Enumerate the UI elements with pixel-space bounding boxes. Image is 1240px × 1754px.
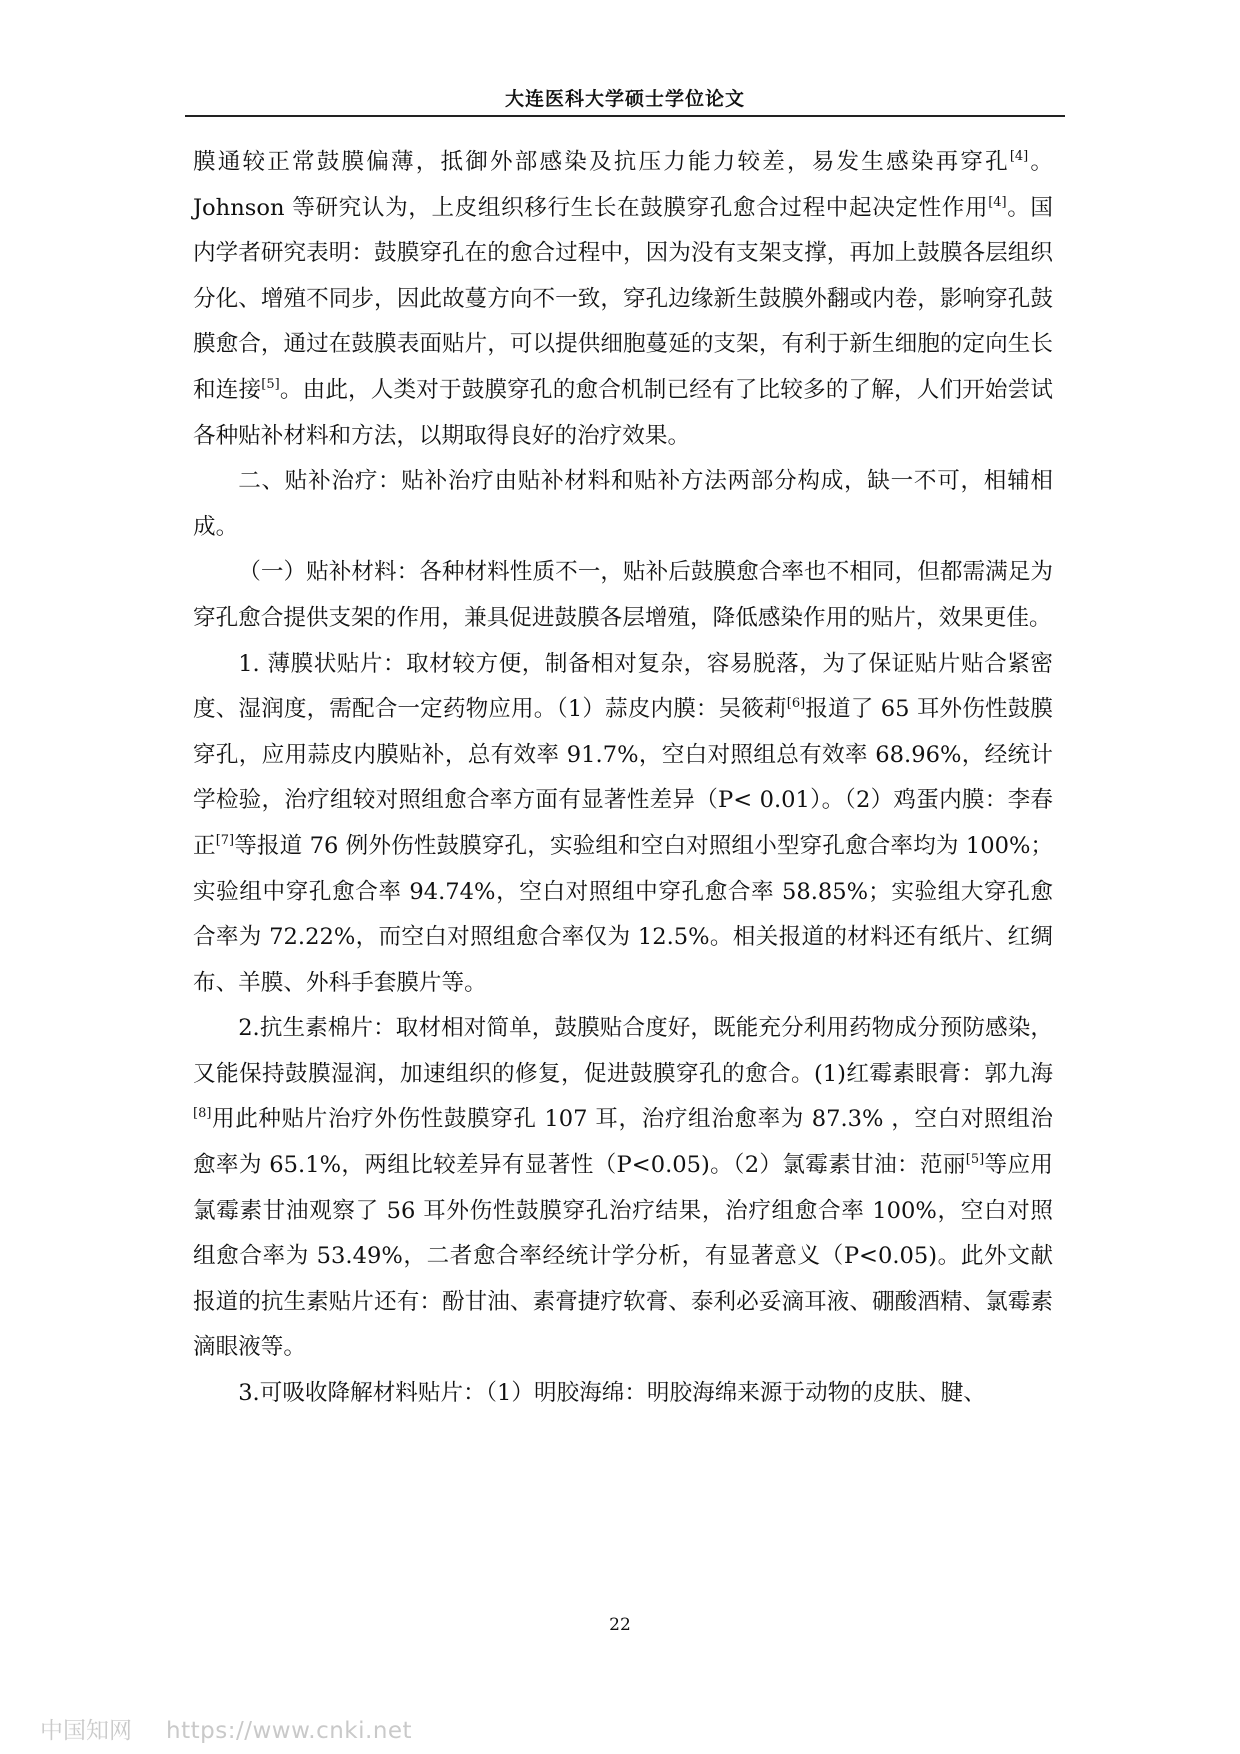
- paragraph: [193, 550, 1053, 641]
- text-run: 1. 薄膜状贴片：取材较方便，制备相对复杂，容易脱落，为了保证贴片贴合紧密度、湿润度，需配合一定药物应用。（1）蒜皮内膜：吴筱莉: [193, 650, 1053, 723]
- paragraph: [193, 642, 1053, 1007]
- text-run: （一）贴补材料：各种材料性质不一，贴补后鼓膜愈合率也不相同，但都需满足为穿孔愈合提供支架的作用，兼具促进鼓膜各层增殖，降低感染作用的贴片，效果更佳。: [193, 559, 1053, 631]
- citation-ref: [7]: [215, 832, 235, 848]
- citation-ref: [5]: [261, 376, 280, 392]
- watermark: [40, 1712, 412, 1745]
- text-run: 膜通较正常鼓膜偏薄，抵御外部感染及抗压力能力较差，易发生感染再穿孔: [193, 149, 1010, 175]
- watermark-url: https://www.cnki.net: [166, 1718, 413, 1744]
- citation-ref: [4]: [1009, 149, 1029, 164]
- text-run: 二、贴补治疗：贴补治疗由贴补材料和贴补方法两部分构成，缺一不可，相辅相成。: [193, 468, 1053, 540]
- citation-ref: [4]: [988, 194, 1007, 210]
- page-number: 22: [609, 1615, 631, 1635]
- text-run: 。国内学者研究表明：鼓膜穿孔在的愈合过程中，因为没有支架支撑，再加上鼓膜各层组织分化、增殖不同步，因此故蔓方向不一致，穿孔边缘新生鼓膜外翻或内卷，影响穿孔鼓膜愈合，通过在鼓膜表面贴片，可以提供细胞蔓延的支架，有利于新生细胞的定向生长和连接: [193, 194, 1054, 403]
- paragraph: [193, 459, 1053, 550]
- text-run: 等报道 76 例外伤性鼓膜穿孔，实验组和空白对照组小型穿孔愈合率均为 100%；实验组中穿孔愈合率 94.74%，空白对照组中穿孔愈合率 58.85%；实验组大穿孔愈合率为 72.22%，而空白对照组愈合率仅为 12.5%。相关报道的材料还有纸片、红绸布、羊膜、外科手套膜片等。: [193, 832, 1054, 996]
- citation-ref: [5]: [965, 1152, 985, 1168]
- text-run: 报道了 65 耳外伤性鼓膜穿孔，应用蒜皮内膜贴补，总有效率 91.7%，空白对照组总有效率 68.96%，经统计学检验，治疗组较对照组愈合率方面有显著性差异（P< 0.01）。（2）鸡蛋内膜：李春正: [193, 696, 1053, 859]
- paragraph: [193, 1371, 1053, 1417]
- header-rule: [185, 115, 1065, 117]
- text-run: 用此种贴片治疗外伤性鼓膜穿孔 107 耳，治疗组治愈率为 87.3% ，空白对照组治愈率为 65.1%，两组比较差异有显著性（P<0.05)。（2）氯霉素甘油：范丽: [193, 1106, 1053, 1179]
- paragraph: [193, 140, 1053, 459]
- text-run: 3.可吸收降解材料贴片：（1）明胶海绵：明胶海绵来源于动物的皮肤、腱、: [238, 1380, 986, 1407]
- citation-ref: [6]: [786, 696, 806, 712]
- citation-ref: [8]: [193, 1106, 212, 1122]
- text-run: 。由此，人类对于鼓膜穿孔的愈合机制已经有了比较多的了解，人们开始尝试各种贴补材料和方法，以期取得良好的治疗效果。: [193, 376, 1054, 449]
- body-text: [193, 140, 1053, 1417]
- text-run: 等应用氯霉素甘油观察了 56 耳外伤性鼓膜穿孔治疗结果，治疗组愈合率 100%，空白对照组愈合率为 53.49%，二者愈合率经统计学分析，有显著意义（P<0.05)。此外文献报道的抗生素贴片还有：酚甘油、素膏捷疗软膏、泰利必妥滴耳液、硼酸酒精、氯霉素滴眼液等。: [193, 1152, 1053, 1361]
- watermark-brand: 中国知网: [40, 1718, 132, 1744]
- running-header: 大连医科大学硕士学位论文: [504, 88, 745, 110]
- paragraph: [193, 1006, 1053, 1371]
- text-run: 2.抗生素棉片：取材相对简单，鼓膜贴合度好，既能充分利用药物成分预防感染，又能保持鼓膜湿润，加速组织的修复，促进鼓膜穿孔的愈合。(1)红霉素眼膏：郭九海: [193, 1015, 1053, 1087]
- text-run: 。Johnson 等研究认为，上皮组织移行生长在鼓膜穿孔愈合过程中起决定性作用: [193, 149, 1054, 221]
